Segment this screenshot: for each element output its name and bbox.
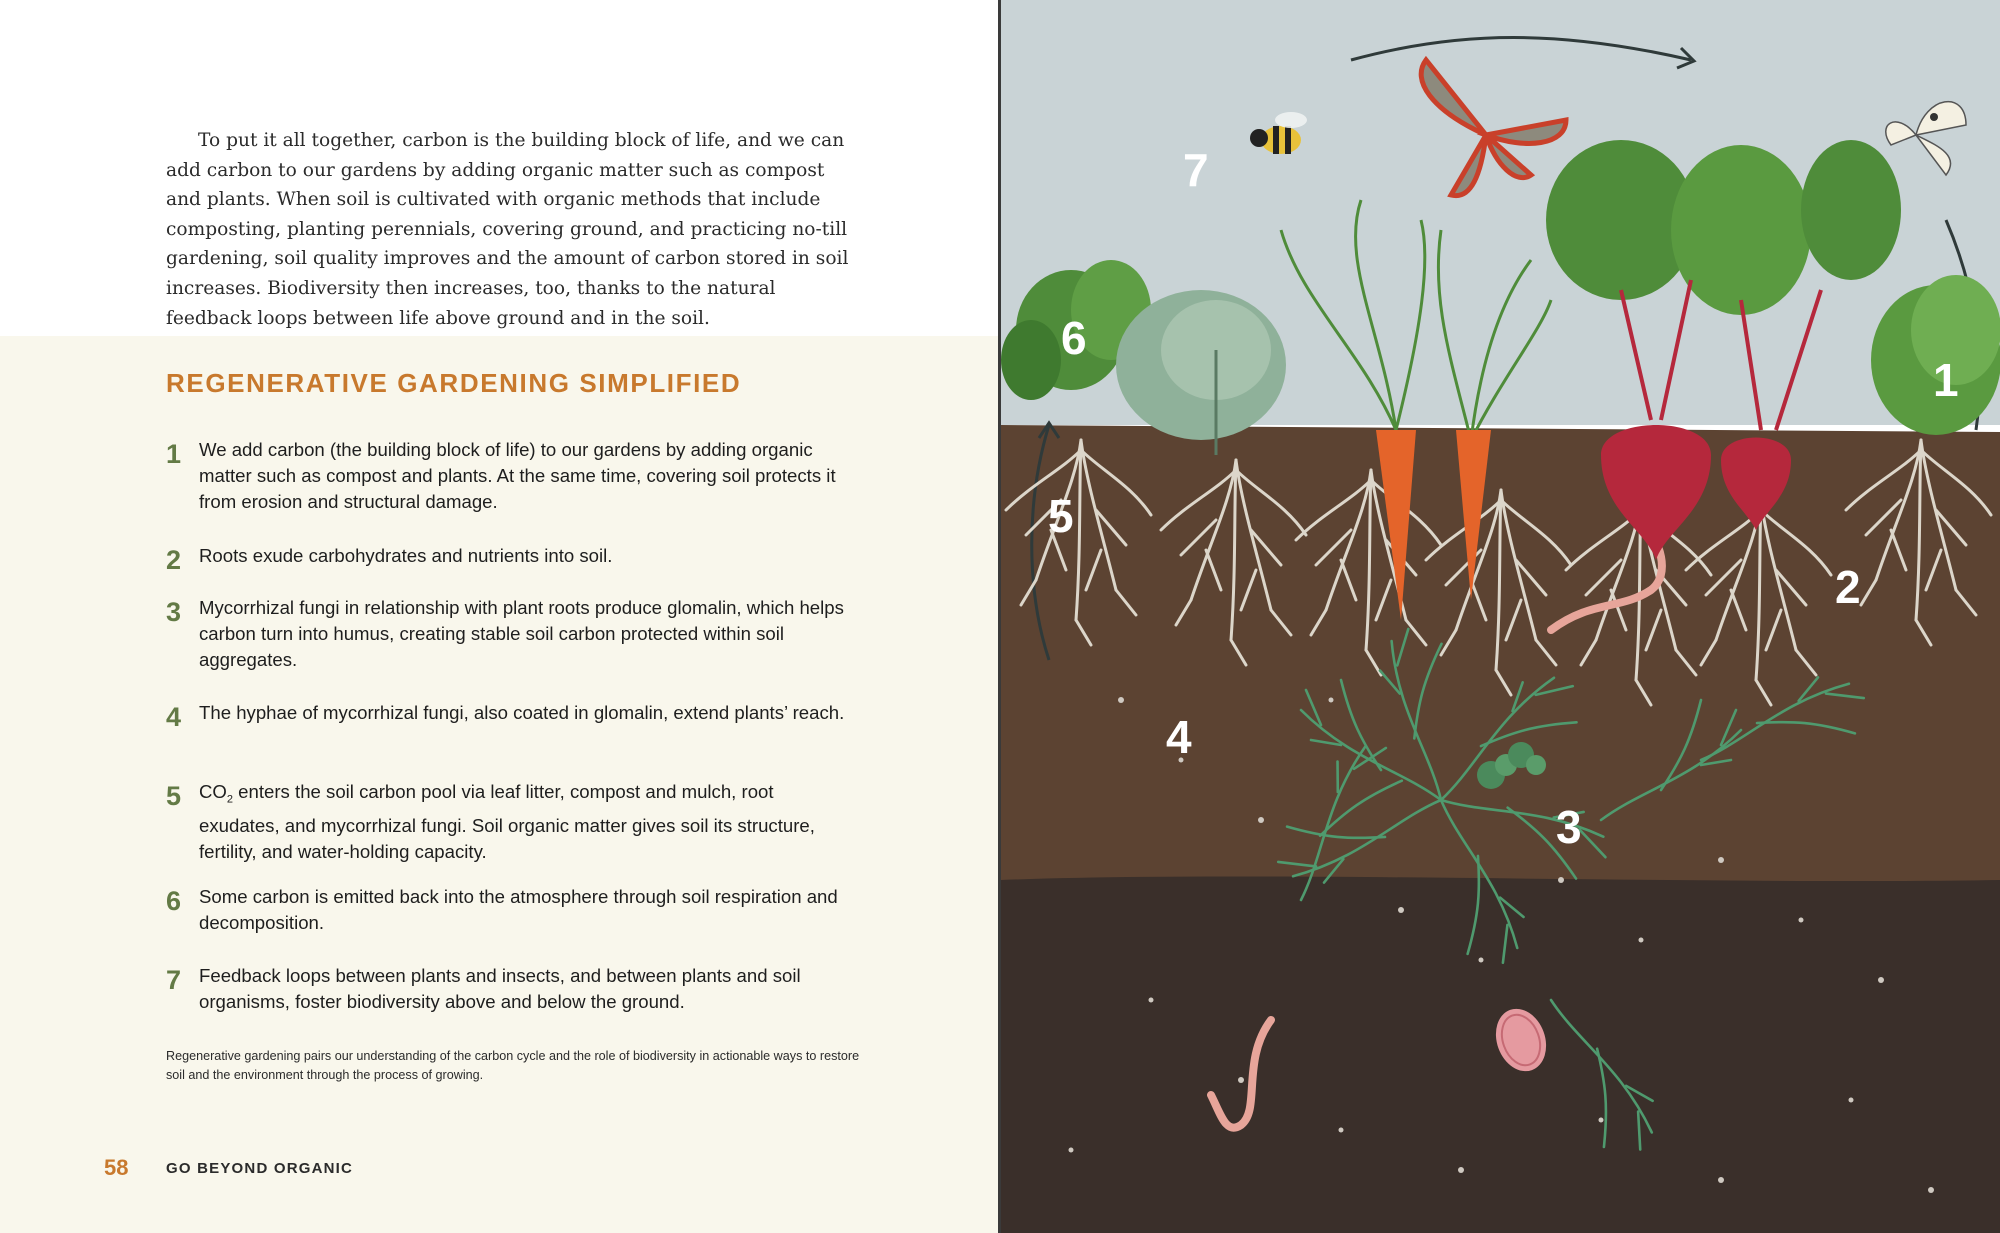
sidebar-footnote: Regenerative gardening pairs our understanding of the carbon cycle and the role of biodiversity in actionable ways to restore soil and the environment through the process of growing. (166, 1049, 860, 1082)
item-number: 2 (166, 545, 182, 575)
item-text: We add carbon (the building block of life) to our gardens by adding organic matter such as compost and plants. At the same time, covering soil protects it from erosion and structural damage. (199, 439, 836, 512)
item-number: 3 (166, 597, 182, 627)
intro-paragraph (166, 126, 860, 333)
item-text-rest: enters the soil carbon pool via leaf litter, compost and mulch, root exudates, and mycorrhizal fungi. Soil organic matter gives soil its structure, fertility, and water-holding capacity. (199, 781, 815, 862)
item-number: 4 (166, 702, 182, 732)
co2-subscript: 2 (226, 793, 234, 806)
callout-6: 6 (1061, 312, 1087, 364)
intro-text: To put it all together, carbon is the building block of life, and we can add carbon to our gardens by adding organic matter such as compost and plants. When soil is cultivated with organic methods that include composting, planting perennials, covering ground, and practicing no-till gardening, soil quality improves and the amount of carbon stored in soil increases. Biodiversity then increases, too, thanks to the natural feedback loops between life above ground and in the soil. (166, 130, 849, 329)
callout-7: 7 (1183, 144, 1209, 196)
item-number: 7 (166, 965, 182, 995)
soil-carbon-illustration (1001, 0, 2000, 1233)
callout-2: 2 (1835, 561, 1861, 613)
item-number: 1 (166, 439, 182, 469)
item-number: 6 (166, 886, 182, 916)
subsoil (1001, 876, 2000, 1233)
item-number: 5 (166, 781, 182, 811)
callout-3: 3 (1556, 801, 1582, 853)
page-footer (104, 1155, 354, 1181)
item-text (199, 779, 845, 865)
sidebar-title: REGENERATIVE GARDENING SIMPLIFIED (166, 368, 742, 398)
item-text: Feedback loops between plants and insects, and between plants and soil organisms, foster biodiversity above and below the ground. (199, 965, 801, 1012)
item-text: The hyphae of mycorrhizal fungi, also coated in glomalin, extend plants’ reach. (199, 702, 845, 723)
item-text: Roots exude carbohydrates and nutrients into soil. (199, 545, 613, 566)
running-head: GO BEYOND ORGANIC (166, 1160, 354, 1177)
callout-1: 1 (1933, 354, 1959, 406)
item-text: Mycorrhizal fungi in relationship with plant roots produce glomalin, which helps carbon turn into humus, creating stable soil carbon protected within soil aggregates. (199, 597, 844, 670)
callout-4: 4 (1166, 711, 1192, 763)
co2-prefix: CO (199, 781, 227, 802)
callout-5: 5 (1048, 490, 1074, 542)
item-text: Some carbon is emitted back into the atmosphere through soil respiration and decomposition. (199, 886, 838, 933)
page-number: 58 (104, 1155, 129, 1180)
left-page (0, 0, 999, 1233)
